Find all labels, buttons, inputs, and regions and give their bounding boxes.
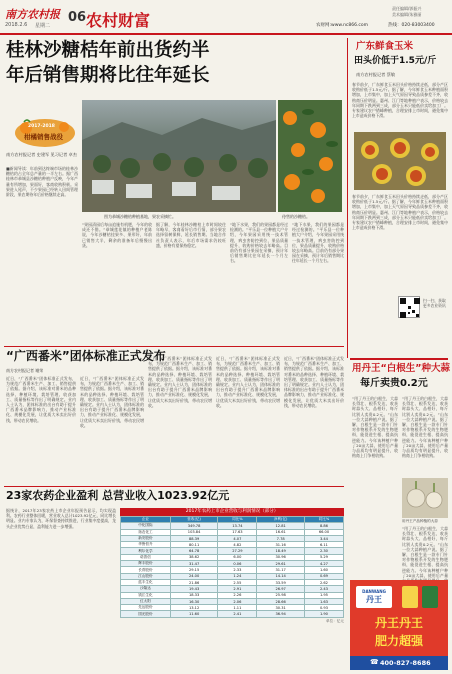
issue-weekday: 星期二: [35, 23, 51, 29]
corn-photo: [354, 132, 446, 190]
table-cell: 中化国际: [121, 523, 171, 529]
table-cell: 16.30: [170, 598, 218, 604]
section-title: 农村财富: [86, 11, 151, 30]
lead-body-column-1: ■新闻导读：年前到达终端市场的桂林沙糖桔约占全年总产量的一半左右。据广西桂林市恭城县沙糖桔种植户反映，今年产量有所增加，果面好，客商收购积极。采果进入尾声，不少果园已经转入田间管理阶段，果农期待年后价格继续走高。: [6, 166, 78, 198]
table-cell: 27.29: [218, 548, 257, 554]
table-cell: 103.84: [170, 529, 218, 535]
table-cell: 红太阳: [121, 598, 171, 604]
corn-body-top: 春节前夕，广东鲜食玉米田头价格持续走低，部分产区收购价低于1.5元/斤。据了解，今年鲜食玉米种植面积增加，上市集中，加上天气原因导致品质参差不齐，收购商压价明显。惠州、江门等地种植户表示，价格较去年同期下跌两到三成，部分玉米只能低价卖给加工厂。专家建议农户错峰种植，合理安排上市时间，避免集中上市造成价格下滑。: [352, 82, 448, 119]
table-cell: 18.33: [170, 592, 218, 598]
table-cell: 16.61: [257, 529, 305, 535]
qr-code-icon: [399, 297, 421, 319]
lead-body-column-2: “果园清园后每亩追施有机肥，今年的收成还不错。”恭城莲花镇的种植户老陈说，今年沙糖桔挂果多、果形好，年前已销售大半，剩余的准备年后慢慢出货。: [82, 222, 152, 248]
table-cell: 25.98: [257, 592, 305, 598]
garlic-body-column-1: “用了丹王的白根生，大蒜长得壮、根系发达，收获时蒜头大、品相好，每斤比别人卖贵0.2元。”山东一位大蒜种植户说。据了解，白根生是一款专门针对作物根系开发的生物肥料，能促进生根、提高抗逆能力。今年该种植户种了20亩大蒜，使用后产量与品质均有明显提升，收购商上门争相收购。: [352, 396, 398, 459]
table-cell: 0.93: [304, 605, 343, 611]
paper-name: 南方农村报: [5, 8, 60, 21]
photo-caption-oranges: 待售的沙糖桔。: [282, 214, 310, 219]
table-cell: 2.33: [218, 567, 257, 573]
table-cell: 2.43: [304, 586, 343, 592]
table-cell: 18.49: [257, 548, 305, 554]
table-cell: 沙隆达: [121, 586, 171, 592]
ad-logo: [356, 586, 392, 608]
page-number: 06: [68, 10, 87, 25]
table-cell: 28.66: [257, 598, 305, 604]
table-cell: 2.30: [304, 548, 343, 554]
garlic-body-column-3: “用了丹王的白根生，大蒜长得壮、根系发达，收获时蒜头大、品相好，每斤比别人卖贵0.2元。”山东一位大蒜种植户说。据了解，白根生是一款专门针对作物根系开发的生物肥料，能促进生根、提高抗逆能力。今年该种植户种了20亩大蒜，使用后产量: [402, 526, 448, 578]
issue-date: 2018.2.6: [5, 22, 28, 28]
lead-headline-2: 年后销售期将比往年延长: [6, 65, 210, 86]
corn-baskets-icon: [354, 132, 446, 190]
table-cell: 0.06: [218, 561, 257, 567]
lead-byline: 南方农村报记者 史建军 见习记者 卓杰: [6, 152, 77, 157]
garlic-photo-caption: 用丹王产品种植的大蒜: [402, 519, 438, 523]
oranges-icon: [278, 100, 342, 212]
table-cell: 4.27: [304, 561, 343, 567]
photo-caption-orchard: 图为恭城沙糖桔种植基地，果农采摘忙。: [104, 214, 176, 219]
table-cell: 1.24: [218, 573, 257, 579]
ad-hotline: 400-827-8686: [380, 659, 431, 667]
table-cell: 4.82: [218, 542, 257, 548]
rice-body-column-3: 近日，“广西番米”团体标准正式发布，为规范广西番米生产、加工、销售提供了依据。据介绍，该标准对番米的品种选择、种植环境、栽培管理、收获加工、质量指标等作出了明确规定。业内人士认为，团体标准的出台有助于提升广西番米品牌影响力，推动产业标准化、规模化发展，让优质大米卖出好价钱，带动农民增收。: [148, 356, 212, 408]
table-cell: 1.11: [218, 605, 257, 611]
table-cell: 4.07: [218, 535, 257, 541]
table-cell: 11.60: [170, 611, 218, 617]
danwang-ad[interactable]: [350, 580, 448, 670]
garlic-photo: [402, 478, 448, 518]
rice-body-column-1: 近日，“广西番米”团体标准正式发布，为规范广西番米生产、加工、销售提供了依据。据介绍，该标准对番米的品种选择、种植环境、栽培管理、收获加工、质量指标等作出了明确规定。业内人士认为，团体标准的出台有助于提升广西番米品牌影响力，推动产业标准化、规模化发展，让优质大米卖出好价钱，带动农民增收。: [6, 376, 76, 423]
table-row: [121, 611, 344, 617]
table-cell: 诺普信: [121, 554, 171, 560]
table-header-cell: 净利(亿): [257, 517, 305, 523]
table-cell: 1.60: [304, 567, 343, 573]
table-cell: 2.26: [218, 592, 257, 598]
rice-body-column-2: 近日，“广西番米”团体标准正式发布，为规范广西番米生产、加工、销售提供了依据。据介绍，该标准对番米的品种选择、种植环境、栽培管理、收获加工、质量指标等作出了明确规定。业内人士认为，团体标准的出台有助于提升广西番米品牌影响力，推动产业标准化、规模化发展，让优质大米卖出好价钱，带动农民增收。: [80, 376, 144, 428]
table-cell: 14.14: [257, 573, 305, 579]
rice-body-column-5: 近日，“广西番米”团体标准正式发布，为规范广西番米生产、加工、销售提供了依据。据介绍，该标准对番米的品种选择、种植环境、栽培管理、收获加工、质量指标等作出了明确规定。业内人士认为，团体标准的出台有助于提升广西番米品牌影响力，推动产业标准化、规模化发展，让优质大米卖出好价钱，带动农民增收。: [284, 356, 344, 408]
ad-brand-cn: 丹王: [366, 595, 382, 604]
table-cell: 3.44: [304, 535, 343, 541]
table-body: [121, 523, 344, 617]
table-header-cell: 同比%: [218, 517, 257, 523]
table-cell: 长青股份: [121, 567, 171, 573]
table-cell: 64.78: [170, 548, 218, 554]
table-cell: 利尔化学: [121, 548, 171, 554]
section-rule-2: [4, 486, 344, 487]
table-cell: 1.90: [304, 611, 343, 617]
table-cell: 先达股份: [121, 605, 171, 611]
table-cell: 88.39: [170, 535, 218, 541]
fertilizer-bag-icon: [398, 584, 442, 610]
table-cell: 36.94: [257, 611, 305, 617]
table-cell: 30.96: [257, 554, 305, 560]
table-cell: 8.86: [304, 523, 343, 529]
table-cell: 31.47: [170, 561, 218, 567]
table-cell: 钱江生化: [121, 592, 171, 598]
table-cell: 31.16: [257, 542, 305, 548]
sidebar-divider: [347, 38, 348, 358]
table-cell: 6.00: [218, 554, 257, 560]
table-cell: 33.59: [257, 579, 305, 585]
corn-byline: 南方农村报记者 蔡敏: [356, 72, 396, 77]
table-cell: 辉丰股份: [121, 561, 171, 567]
revenue-table-block: [120, 508, 344, 670]
editor-line: 责任编辑/郭振兴: [392, 6, 422, 11]
table-cell: 国光股份: [121, 611, 171, 617]
table-header-cell: 企业: [121, 517, 171, 523]
table-cell: 6.11: [304, 542, 343, 548]
editor-line-2: 美术编辑/朱雅丽: [392, 12, 422, 17]
table-cell: 新安股份: [121, 535, 171, 541]
ad-slogan-2: 肥力超强: [374, 634, 423, 648]
table-cell: 2.55: [218, 579, 257, 585]
table-cell: 13.12: [170, 605, 218, 611]
table-cell: 2.91: [218, 586, 257, 592]
table-header-cell: 同比%: [304, 517, 343, 523]
rice-byline: 南方农村报记者 谢荣: [6, 368, 44, 373]
hotline: 热线：020-83003400: [388, 23, 435, 28]
table-cell: 1.95: [304, 592, 343, 598]
table-cell: 26.97: [257, 586, 305, 592]
table-cell: 蓝丰生化: [121, 579, 171, 585]
lead-photo-oranges: [278, 100, 342, 212]
corn-body-bottom: 春节前夕，广东鲜食玉米田头价格持续走低，部分产区收购价低于1.5元/斤。据了解，今年鲜食玉米种植面积增加，上市集中，加上天气原因导致品质参差不齐，收购商压价明显。惠州、江门等地种植户表示，价格较去年同期下跌两到三成，部分玉米只能低价卖给加工厂。专家建议农户错峰种植，合理安排上市时间，避免集中上市造成价格下滑。: [352, 194, 448, 231]
table-cell: 0.69: [304, 573, 343, 579]
table-cell: 扬农化工: [121, 529, 171, 535]
table-cell: 80.11: [170, 542, 218, 548]
table-cell: 21.86: [170, 579, 218, 585]
lead-headline-1: 桂林沙糖桔年前出货约半: [6, 40, 210, 61]
ad-hotline-bar: [350, 656, 448, 670]
corn-subhead: 田头价低于1.5元/斤: [354, 56, 437, 66]
table-cell: 29.15: [170, 567, 218, 573]
table-cell: 7.78: [257, 535, 305, 541]
section-rule-1: [4, 346, 344, 347]
table-title: 2017年农药上市企业营收与利润情况（部分）: [120, 508, 344, 516]
lead-photo-orchard: [82, 100, 276, 212]
table-cell: 29.61: [257, 561, 305, 567]
table-cell: 2.41: [218, 611, 257, 617]
table-cell: 13.74: [218, 523, 257, 529]
ad-slogan-1: 丹王丹王: [374, 616, 423, 630]
table-cell: 华鲁恒升: [121, 542, 171, 548]
ad-brand-en: DANWANG: [362, 589, 386, 594]
lead-body-column-3: 据了解，今年桂林沙糖桔上市时间较往年略早，客商看好后市行情，部分果农选择留树保鲜，延长销售期。当地合作社负责人表示，年后市场需求仍较旺盛，价格有望保持稳定。: [156, 222, 226, 248]
lead-body-column-4: “地下水果，我们的果园都是经过检测的。”平乐县一位种植大户介绍，今年果园采用统一技术管理，病虫害防控到位，果品质量提升，收购价格较去年略高。目前仍有部分果园在采摘，预计年后销售期比往年延长一个月左右。: [230, 222, 288, 264]
rice-headline: “广西番米”团体标准正式发布: [6, 349, 166, 363]
sales-campaign-badge: [14, 118, 76, 148]
table-story-body-1: 据统计，2017年23家农药上市企业年报预告显示，均实现盈利。农药行业整体回暖，营业收入总计1023.92亿元，同比增长明显。业内专家认为，环保督查持续推进，行业集中度提高，龙头企业优势凸显，盈利能力进一步增强。: [6, 508, 116, 529]
table-cell: 24.00: [170, 573, 218, 579]
revenue-table: [120, 516, 344, 618]
rice-body-column-4: 近日，“广西番米”团体标准正式发布，为规范广西番米生产、加工、销售提供了依据。据介绍，该标准对番米的品种选择、种植环境、栽培管理、收获加工、质量指标等作出了明确规定。业内人士认为，团体标准的出台有助于提升广西番米品牌影响力，推动产业标准化、规模化发展，让优质大米卖出好价钱，带动农民增收。: [216, 356, 280, 408]
table-unit-note: 单位：亿元: [326, 618, 344, 623]
garlic-box: [350, 358, 448, 360]
table-cell: 30.31: [257, 605, 305, 611]
phone-icon: ☎: [370, 658, 379, 666]
orchard-scene-icon: [82, 100, 276, 212]
ad-product-image: [398, 584, 442, 610]
table-cell: 2.06: [218, 598, 257, 604]
table-cell: 17.63: [218, 529, 257, 535]
masthead-rule: [0, 33, 452, 35]
garlic-headline-2: 每斤卖贵0.2元: [360, 378, 428, 389]
badge-text: 柑橘销售战役: [24, 133, 63, 141]
table-cell: 349.78: [170, 523, 218, 529]
qr-caption: 扫一扫，获取更多农业资讯: [423, 298, 446, 308]
badge-year: 2017-2018: [28, 124, 55, 129]
table-cell: 江山股份: [121, 573, 171, 579]
table-cell: 66.00: [304, 529, 343, 535]
qr-code: [398, 296, 420, 318]
table-cell: 12.81: [257, 523, 305, 529]
table-story-headline: 23家农药企业盈利 总营业收入1023.92亿元: [6, 489, 230, 502]
table-header-cell: 营收(亿): [170, 517, 218, 523]
table-cell: 2.62: [304, 579, 343, 585]
table-cell: 1.63: [304, 598, 343, 604]
garlic-headline-1: 用丹王“白根生”种大蒜: [352, 363, 450, 374]
table-cell: 19.43: [170, 586, 218, 592]
garlic-icon: [402, 478, 448, 518]
corn-headline: 广东鲜食玉米: [356, 41, 414, 52]
table-cell: 31.17: [257, 567, 305, 573]
website: 农财网:www.nc866.com: [316, 23, 369, 28]
lead-body-column-5: “地下水果，我们的果园都是经过检测的。”平乐县一位种植大户介绍，今年果园采用统一技术管理，病虫害防控到位，果品质量提升，收购价格较去年略高。目前仍有部分果园在采摘，预计年后销售期比往年延长一个月左右。: [292, 222, 344, 264]
table-cell: 5.29: [304, 554, 343, 560]
garlic-body-column-2: “用了丹王的白根生，大蒜长得壮、根系发达，收获时蒜头大、品相好，每斤比别人卖贵0.2元。”山东一位大蒜种植户说。据了解，白根生是一款专门针对作物根系开发的生物肥料，能促进生根、提高抗逆能力。今年该种植户种了20亩大蒜，使用后产量与品质均有明显提升，收购商上门争相收购。: [402, 396, 448, 459]
table-cell: 38.62: [170, 554, 218, 560]
